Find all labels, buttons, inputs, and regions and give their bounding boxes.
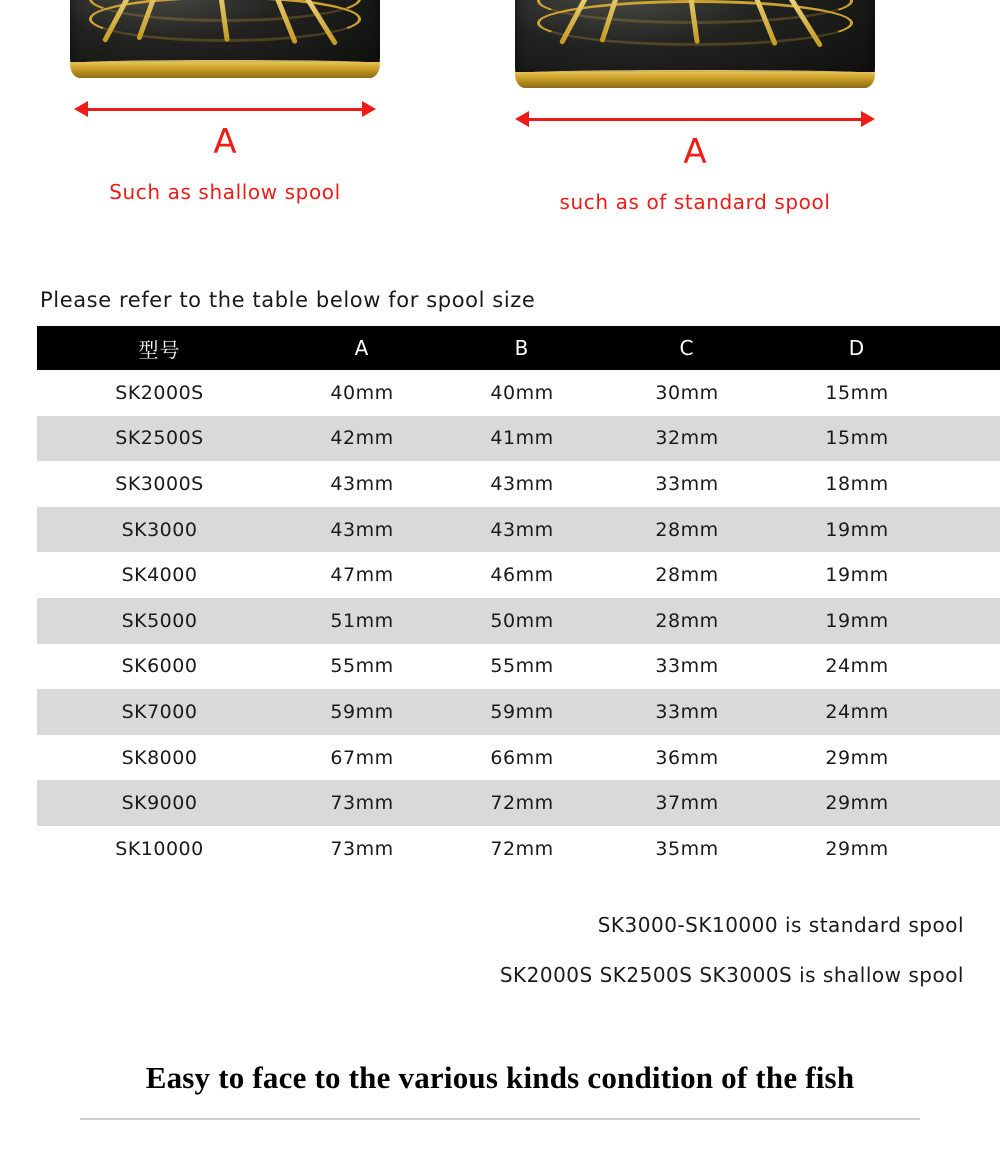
table-header-d: D (772, 326, 942, 370)
cell-model: SK2000S (115, 381, 204, 404)
table-row (37, 552, 1000, 598)
shallow-spool-dimension-letter: A (213, 122, 237, 162)
cell-pad (942, 598, 1000, 644)
standard-spool-block (505, 0, 885, 214)
cell-b: 46mm (490, 564, 554, 587)
cell-model: SK8000 (121, 746, 198, 769)
standard-spool-caption: such as of standard spool (559, 190, 831, 214)
cell-c: 28mm (655, 518, 719, 541)
spool-illustrations (0, 0, 1000, 214)
cell-pad (942, 826, 1000, 872)
cell-model: SK3000S (115, 472, 204, 495)
cell-b: 41mm (490, 427, 554, 450)
cell-pad (942, 461, 1000, 507)
cell-b: 59mm (490, 700, 554, 723)
cell-b: 55mm (490, 655, 554, 678)
cell-a: 47mm (330, 564, 394, 587)
cell-b: 72mm (490, 837, 554, 860)
cell-pad (942, 552, 1000, 598)
table-intro-text: Please refer to the table below for spool size (40, 288, 536, 312)
table-header-pad (942, 326, 1000, 370)
table-header (37, 326, 1000, 370)
shallow-spool-caption: Such as shallow spool (109, 180, 341, 204)
cell-a: 43mm (330, 518, 394, 541)
cell-model: SK9000 (121, 792, 198, 815)
cell-pad (942, 689, 1000, 735)
cell-d: 29mm (825, 837, 889, 860)
cell-b: 66mm (490, 746, 554, 769)
table-row (37, 735, 1000, 781)
cell-pad (942, 416, 1000, 462)
cell-pad (942, 370, 1000, 416)
cell-model: SK7000 (121, 700, 198, 723)
cell-a: 73mm (330, 792, 394, 815)
cell-b: 40mm (490, 381, 554, 404)
cell-model: SK10000 (115, 837, 204, 860)
note-standard-spool: SK3000-SK10000 is standard spool (597, 913, 964, 937)
table-header-a: A (282, 326, 442, 370)
cell-a: 67mm (330, 746, 394, 769)
cell-a: 43mm (330, 472, 394, 495)
bottom-section (0, 1060, 1000, 1138)
cell-c: 28mm (655, 564, 719, 587)
arrow-line (86, 108, 364, 111)
arrow-line (527, 118, 863, 121)
cell-b: 43mm (490, 472, 554, 495)
cell-b: 43mm (490, 518, 554, 541)
arrow-right-icon (362, 101, 376, 117)
cell-model: SK6000 (121, 655, 198, 678)
table-row (37, 370, 1000, 416)
cell-pad (942, 644, 1000, 690)
spool-type-notes (0, 900, 1000, 1000)
shallow-spool-dimension-arrow (60, 96, 390, 122)
shallow-spool-body (70, 0, 380, 78)
cell-a: 73mm (330, 837, 394, 860)
shallow-spool-block (60, 0, 390, 204)
cell-c: 33mm (655, 655, 719, 678)
table-row (37, 507, 1000, 553)
standard-spool-body (515, 0, 875, 88)
spool-size-table (37, 326, 1000, 872)
cell-d: 29mm (825, 746, 889, 769)
cell-d: 24mm (825, 655, 889, 678)
cell-a: 59mm (330, 700, 394, 723)
table-header-row (37, 326, 1000, 370)
cell-c: 28mm (655, 609, 719, 632)
standard-spool-image (510, 0, 880, 100)
cell-d: 29mm (825, 792, 889, 815)
cell-pad (942, 735, 1000, 781)
table-row (37, 416, 1000, 462)
cell-b: 50mm (490, 609, 554, 632)
cell-d: 19mm (825, 609, 889, 632)
shallow-spool-image (65, 0, 385, 90)
cell-c: 32mm (655, 427, 719, 450)
divider (80, 1118, 920, 1120)
table-row (37, 598, 1000, 644)
table-header-c: C (602, 326, 772, 370)
table-row (37, 826, 1000, 872)
cell-d: 24mm (825, 700, 889, 723)
cell-c: 37mm (655, 792, 719, 815)
standard-spool-dimension-arrow (505, 106, 885, 132)
gold-rim-icon (515, 72, 875, 88)
cell-c: 36mm (655, 746, 719, 769)
cell-a: 42mm (330, 427, 394, 450)
cell-d: 19mm (825, 564, 889, 587)
table-header-model: 型号 (37, 326, 282, 370)
cell-pad (942, 507, 1000, 553)
table-header-b: B (442, 326, 602, 370)
table-row (37, 644, 1000, 690)
cell-c: 33mm (655, 472, 719, 495)
note-shallow-spool: SK2000S SK2500S SK3000S is shallow spool (499, 963, 964, 987)
cell-d: 15mm (825, 381, 889, 404)
table-row (37, 689, 1000, 735)
cell-model: SK3000 (121, 518, 198, 541)
cell-pad (942, 780, 1000, 826)
cell-c: 35mm (655, 837, 719, 860)
bottom-heading: Easy to face to the various kinds condition of the fish (145, 1060, 855, 1095)
cell-d: 18mm (825, 472, 889, 495)
cell-c: 33mm (655, 700, 719, 723)
gold-rim-icon (70, 62, 380, 78)
cell-a: 55mm (330, 655, 394, 678)
cell-b: 72mm (490, 792, 554, 815)
cell-a: 40mm (330, 381, 394, 404)
arrow-right-icon (861, 111, 875, 127)
cell-d: 19mm (825, 518, 889, 541)
cell-model: SK5000 (121, 609, 198, 632)
cell-c: 30mm (655, 381, 719, 404)
table-row (37, 461, 1000, 507)
cell-model: SK4000 (121, 564, 198, 587)
cell-a: 51mm (330, 609, 394, 632)
table-body (37, 370, 1000, 872)
cell-model: SK2500S (115, 427, 204, 450)
cell-d: 15mm (825, 427, 889, 450)
table-row (37, 780, 1000, 826)
standard-spool-dimension-letter: A (683, 132, 707, 172)
